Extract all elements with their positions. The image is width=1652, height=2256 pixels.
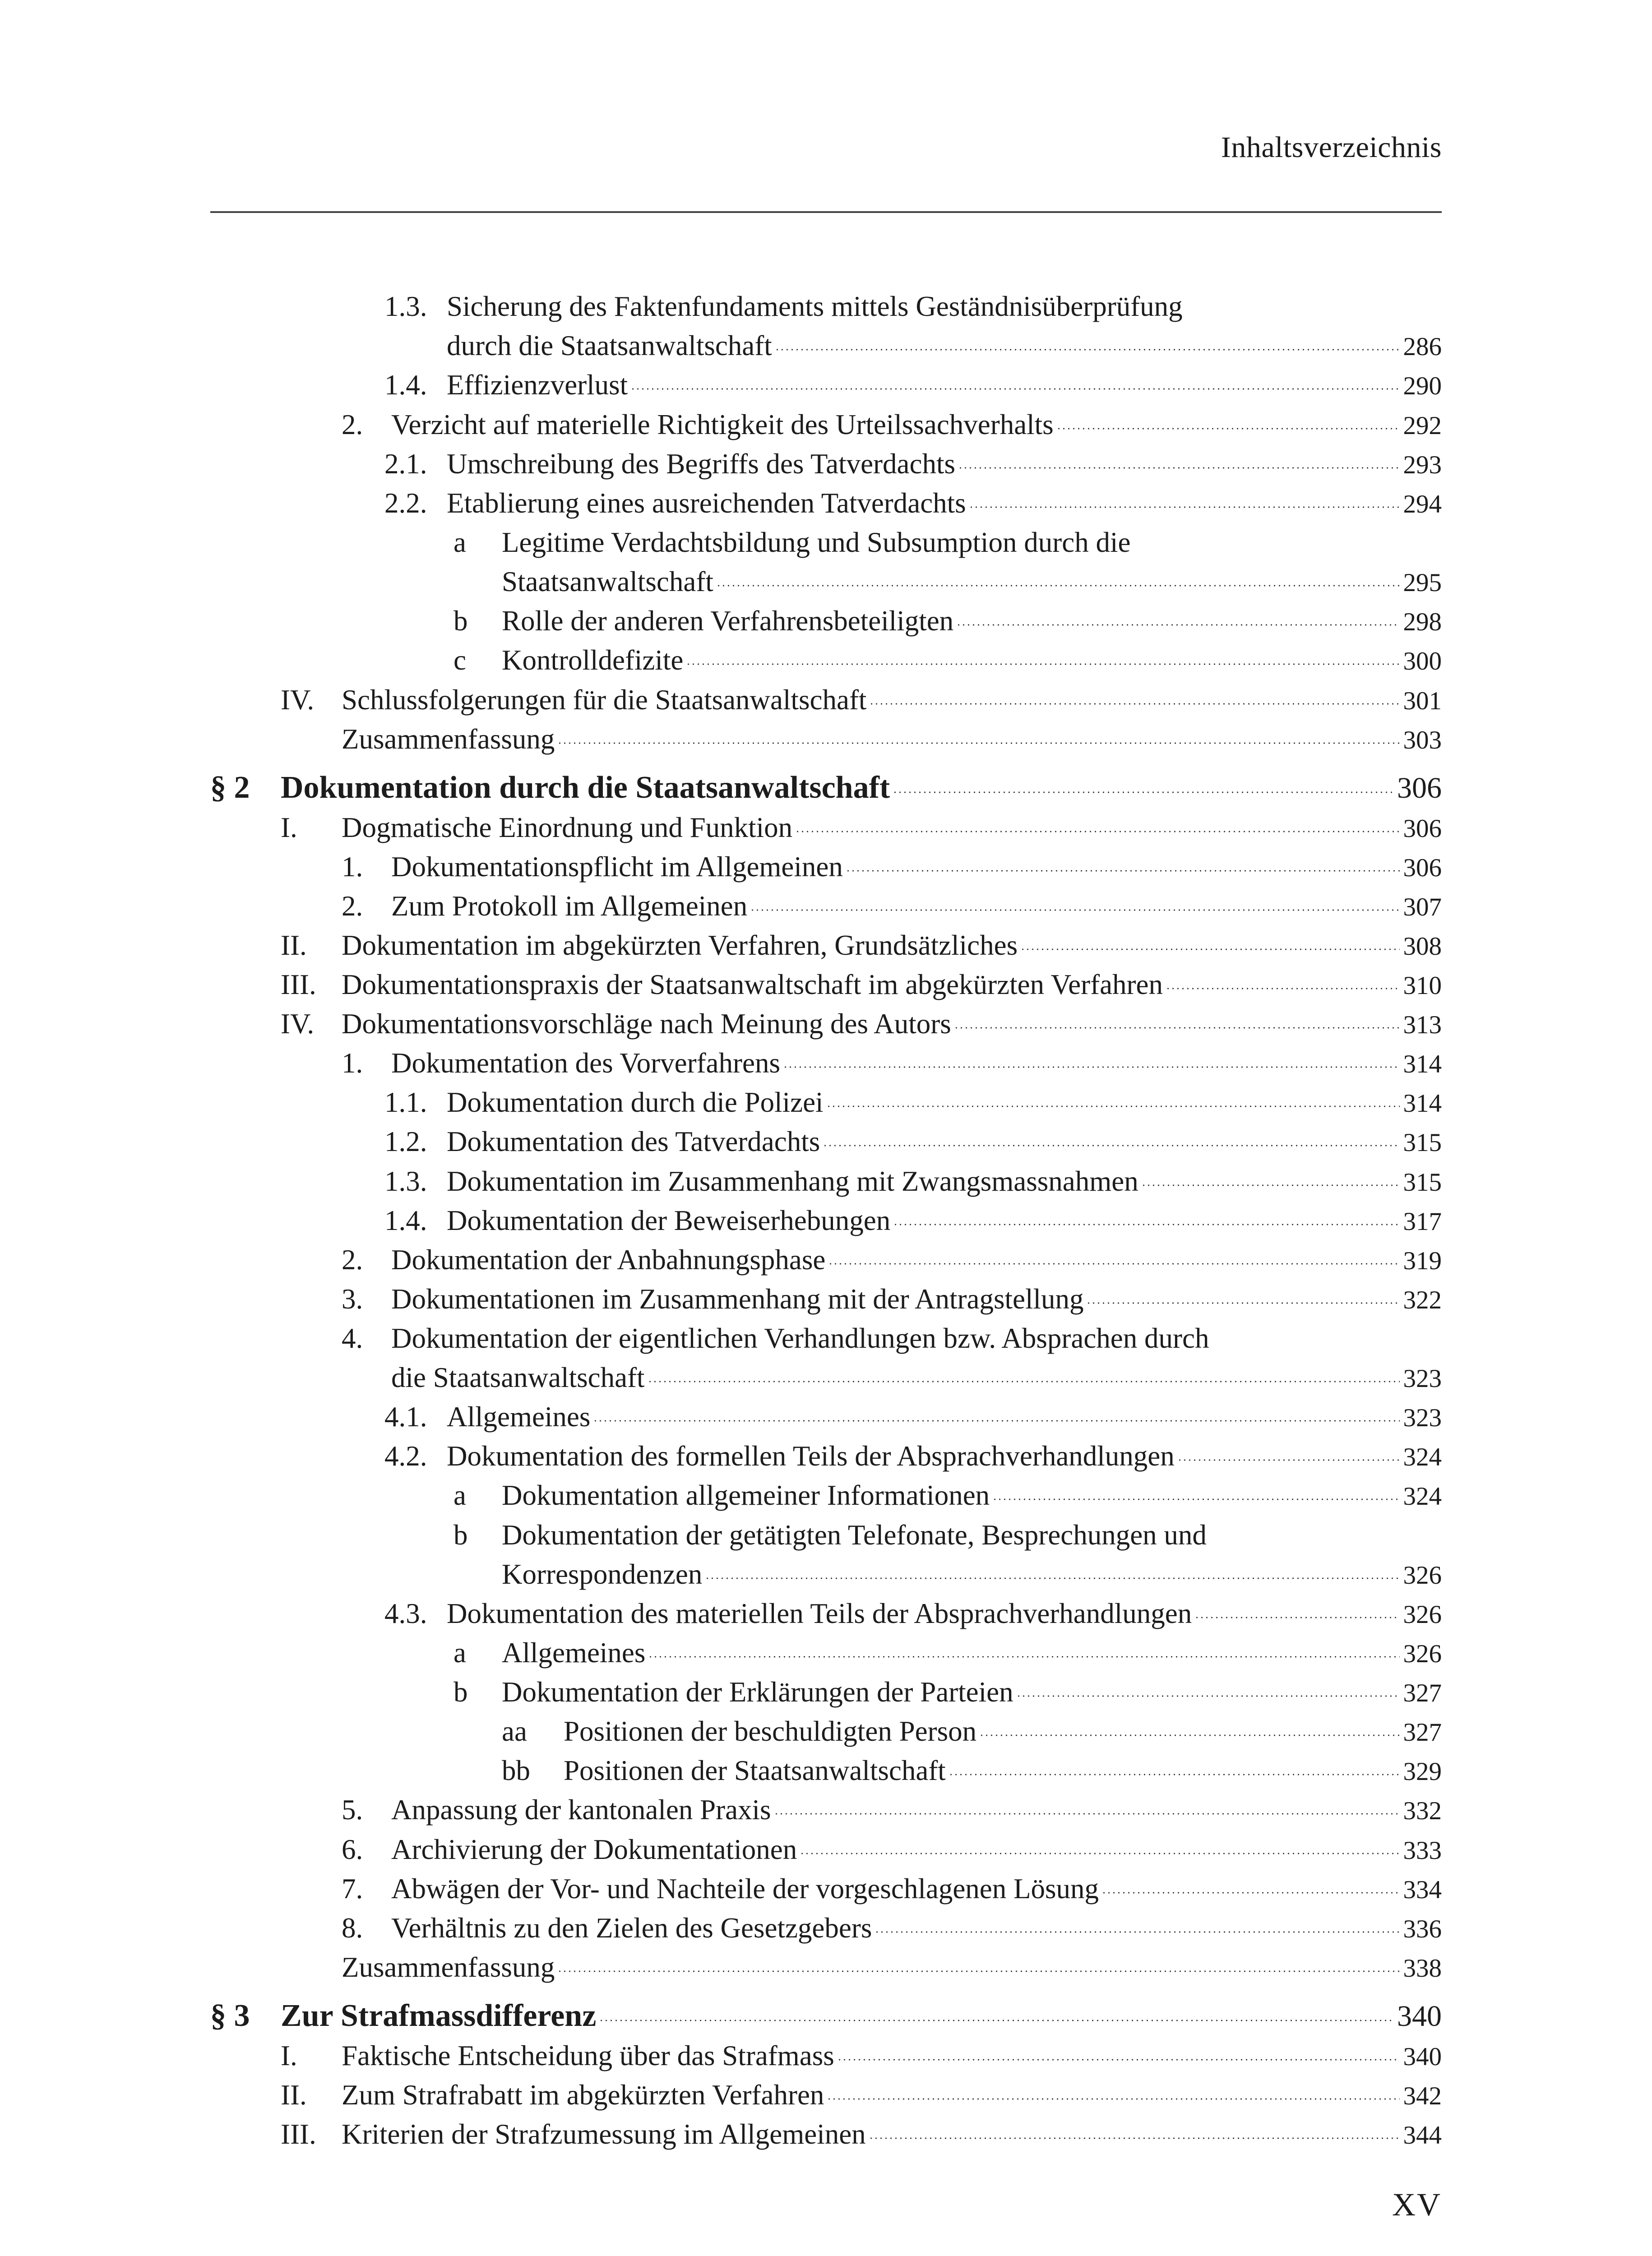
toc-entry-title: Legitime Verdachtsbildung und Subsumption durch die [502,527,1131,558]
toc-dot-leader [599,1999,1393,2026]
toc-dot-leader [958,446,1400,473]
toc-page-number: 306 [1397,772,1442,804]
toc-entry [342,849,1442,885]
toc-entry-number: 5. [342,1794,363,1826]
toc-entry-title: Kontrolldefizite [502,644,684,676]
toc-entry-number: 4. [342,1322,363,1354]
toc-entry-title: Dokumentation der Anbahnungsphase [391,1244,826,1276]
toc-entry-title: Positionen der Staatsanwaltschaft [564,1755,946,1786]
toc-dot-leader [828,1242,1399,1269]
toc-entry-number: a [453,1637,466,1669]
toc-entry [281,1006,1442,1042]
toc-entry [342,1792,1442,1828]
toc-entry [453,642,1442,678]
toc-dot-leader [783,1045,1400,1073]
toc-entry-number: c [453,644,466,676]
toc-entry-title: Archivierung der Dokumentationen [391,1834,797,1865]
toc-entry-title: Dokumentation der getätigten Telefonate, Besprechungen und [502,1519,1207,1551]
toc-entry [384,1163,1442,1199]
toc-entry-title: Dokumentation durch die Staatsanwaltschaft [281,770,890,805]
toc-entry-number: III. [281,2118,316,2150]
toc-entry [342,1320,1442,1356]
toc-entry [384,367,1442,403]
toc-entry-title: Verzicht auf materielle Richtigkeit des Urteilssachverhalts [391,409,1054,440]
toc-entry-number: 1. [342,851,363,883]
toc-dot-leader [1177,1438,1400,1465]
toc-page-number: 293 [1403,451,1442,479]
toc-dot-leader [557,1950,1399,1977]
toc-entry [281,682,1442,718]
toc-entry-title: durch die Staatsanwaltschaft [447,330,772,361]
toc-entry-number: bb [502,1755,530,1786]
toc-dot-leader [846,849,1400,876]
toc-entry-title: Dogmatische Einordnung und Funktion [342,812,793,843]
toc-entry-number: I. [281,812,297,843]
toc-entry-title: Korrespondenzen [502,1558,703,1590]
toc-entry [342,1910,1442,1946]
toc-chapter-entry [210,770,1442,806]
toc-dot-leader [992,1478,1399,1505]
toc-page-number: 324 [1403,1482,1442,1511]
toc-page-number: 326 [1403,1600,1442,1629]
toc-dot-leader [775,328,1400,355]
toc-dot-leader [705,1557,1399,1584]
toc-entry-number: II. [281,929,307,961]
toc-page-number: 286 [1403,333,1442,361]
toc-chapter-entry [210,1998,1442,2034]
toc-entry [342,1281,1442,1317]
toc-entry-title: Zusammenfassung [342,1951,555,1983]
toc-dot-leader [1141,1164,1400,1191]
toc-entry-number: 6. [342,1834,363,1865]
toc-page-number: 306 [1403,814,1442,843]
toc-entry-title: Zusammenfassung [342,723,555,755]
toc-entry-number: 2. [342,409,363,440]
toc-dot-leader [686,643,1399,670]
toc-entry [384,485,1442,521]
toc-entry-title: Dokumentation der eigentlichen Verhandlungen bzw. Absprachen durch [391,1322,1209,1354]
toc-page-number: 300 [1403,647,1442,675]
toc-entry-title: Staatsanwaltschaft [502,566,713,597]
toc-dot-leader [648,1360,1400,1387]
toc-entry [281,809,1442,846]
toc-entry [384,288,1442,324]
toc-page-number: 323 [1403,1404,1442,1432]
toc-entry-number: 1.1. [384,1086,427,1118]
toc-entry-number: b [453,1519,468,1551]
toc-entry [453,1477,1442,1513]
toc-entry-number: 4.3. [384,1598,427,1629]
toc-entry [384,1084,1442,1120]
toc-entry-title: Dokumentation durch die Polizei [447,1086,824,1118]
toc-entry-title: Positionen der beschuldigten Person [564,1715,977,1747]
toc-entry-number: a [453,527,466,558]
toc-dot-leader [826,1085,1400,1112]
toc-dot-leader [557,721,1399,749]
toc-page-number: 327 [1403,1679,1442,1707]
toc-entry [342,1045,1442,1081]
toc-entry-title: Dokumentationsvorschläge nach Meinung des Autors [342,1008,951,1040]
toc-entry-number: b [453,605,468,637]
toc-entry-title: Dokumentation der Erklärungen der Parteien [502,1676,1013,1708]
toc-page-number: 324 [1403,1443,1442,1471]
toc-entry-number: b [453,1676,468,1708]
toc-dot-leader [648,1635,1399,1662]
toc-entry-title: Rolle der anderen Verfahrensbeteiligten [502,605,954,637]
toc-page-number: 344 [1403,2121,1442,2150]
toc-entry-number: 1. [342,1047,363,1079]
toc-page-number: 290 [1403,372,1442,400]
toc-entry [453,1674,1442,1710]
toc-page-number: 314 [1403,1089,1442,1118]
toc-page-number: 333 [1403,1836,1442,1865]
toc-page-number: 338 [1403,1954,1442,1983]
toc-entry-title: Dokumentation des materiellen Teils der Absprachverhandlungen [447,1598,1192,1629]
toc-dot-leader [1056,407,1400,434]
toc-entry [342,407,1442,443]
toc-entry-number: 4.2. [384,1440,427,1472]
toc-dot-leader [893,1203,1399,1230]
toc-entry [453,1556,1442,1592]
toc-entry-title: Dokumentation des Vorverfahrens [391,1047,780,1079]
toc-page-number: 307 [1403,893,1442,921]
toc-entry-title: Sicherung des Faktenfundaments mittels Geständnisüberprüfung [447,291,1183,322]
toc-entry-title: Allgemeines [502,1637,646,1669]
toc-entry-title: Dokumentationspraxis der Staatsanwaltschaft im abgekürzten Verfahren [342,969,1163,1000]
toc-dot-leader [1194,1596,1399,1623]
toc-entry [384,446,1442,482]
toc-page-number: 301 [1403,687,1442,715]
toc-entry-title: Zum Strafrabatt im abgekürzten Verfahren [342,2079,824,2111]
toc-page-number: 306 [1403,854,1442,882]
toc-entry-title: Kriterien der Strafzumessung im Allgemeinen [342,2118,866,2150]
toc-page-number: 295 [1403,569,1442,597]
toc-page-number: 326 [1403,1640,1442,1668]
toc-dot-leader [593,1399,1399,1426]
toc-entry-title: Umschreibung des Begriffs des Tatverdachts [447,448,955,480]
toc-page-number: 340 [1397,2000,1442,2033]
toc-entry-title: die Staatsanwaltschaft [391,1362,645,1393]
toc-entry [384,328,1442,364]
toc-dot-leader [1101,1871,1399,1898]
toc-entry-number: 1.3. [384,291,427,322]
toc-entry [281,1949,1442,1985]
toc-entry-title: Etablierung eines ausreichenden Tatverdachts [447,487,966,519]
page-number: XV [1392,2187,1442,2223]
toc-entry-title: Anpassung der kantonalen Praxis [391,1794,771,1826]
toc-page-number: 342 [1403,2082,1442,2110]
toc-entry [342,1242,1442,1278]
toc-entry [281,2116,1442,2152]
toc-dot-leader [750,888,1399,915]
toc-dot-leader [630,367,1399,394]
toc-entry-title: Zur Strafmassdifferenz [281,1998,597,2033]
toc-entry-number: 1.2. [384,1126,427,1157]
toc-dot-leader [823,1124,1399,1151]
toc-dot-leader [949,1753,1400,1780]
toc-entry [281,966,1442,1003]
toc-entry [384,1438,1442,1474]
toc-entry-number: 3. [342,1283,363,1315]
toc-entry-number: 2. [342,890,363,922]
toc-entry-number: aa [502,1715,527,1747]
toc-entry-title: Dokumentation der Beweiserhebungen [447,1205,891,1236]
toc-dot-leader [837,2038,1400,2065]
toc-page-number: 315 [1403,1168,1442,1197]
toc-entry-number: IV. [281,1008,315,1040]
toc-entry-number: 7. [342,1873,363,1905]
toc-dot-leader [827,2077,1399,2104]
toc-entry [342,1871,1442,1907]
toc-dot-leader [774,1792,1400,1819]
toc-page-number: 314 [1403,1050,1442,1078]
toc-entry [453,1635,1442,1671]
toc-dot-leader [875,1910,1399,1937]
toc-dot-leader [716,564,1400,591]
toc-entry-number: 1.3. [384,1165,427,1197]
toc-entry-number: I. [281,2040,297,2071]
toc-entry [281,721,1442,757]
toc-entry-title: Dokumentationen im Zusammenhang mit der Antragstellung [391,1283,1084,1315]
toc-entry-number: 2. [342,1244,363,1276]
toc-entry-number: III. [281,969,316,1000]
toc-entry [342,1831,1442,1868]
toc-entry-title: Verhältnis zu den Zielen des Gesetzgebers [391,1912,872,1944]
toc-entry-title: Effizienzverlust [447,369,628,401]
toc-page-number: 313 [1403,1011,1442,1039]
toc-entry-title: Allgemeines [447,1401,591,1433]
toc-page-number: 315 [1403,1128,1442,1157]
toc-entry-title: Faktische Entscheidung über das Strafmass [342,2040,834,2071]
toc-page-number: 310 [1403,971,1442,1000]
toc-entry-number: 2.1. [384,448,427,480]
toc-entry [384,1123,1442,1160]
toc-entry-number: 2.2. [384,487,427,519]
toc-page-number: 292 [1403,411,1442,440]
toc-dot-leader [969,485,1400,513]
toc-page-number: 317 [1403,1207,1442,1236]
toc-dot-leader [1020,928,1399,955]
toc-page-number: 332 [1403,1797,1442,1825]
toc-entry [384,1399,1442,1435]
toc-entry-number: 4.1. [384,1401,427,1433]
toc-entry-number: § 2 [210,770,250,805]
toc-dot-leader [1166,967,1400,994]
toc-entry-number: 8. [342,1912,363,1944]
toc-dot-leader [869,2117,1400,2144]
toc-page-number: 327 [1403,1718,1442,1747]
toc-entry-title: Schlussfolgerungen für die Staatsanwaltschaft [342,684,867,716]
toc-page-number: 322 [1403,1286,1442,1314]
toc-entry-title: Dokumentation des Tatverdachts [447,1126,820,1157]
toc-entry-title: Dokumentation allgemeiner Informationen [502,1479,990,1511]
toc-entry-title: Dokumentationspflicht im Allgemeinen [391,851,843,883]
running-head: Inhaltsverzeichnis [1221,131,1442,164]
toc-page-number: 294 [1403,490,1442,518]
toc-entry [453,524,1442,560]
toc-entry [502,1752,1442,1789]
toc-dot-leader [795,810,1399,837]
toc-page-number: 336 [1403,1915,1442,1943]
toc-entry [281,927,1442,963]
toc-entry-number: 1.4. [384,369,427,401]
toc-entry [342,888,1442,924]
toc-dot-leader [893,771,1393,798]
toc-dot-leader [1016,1674,1400,1701]
toc-entry-title: Zum Protokoll im Allgemeinen [391,890,748,922]
toc-page-number: 334 [1403,1876,1442,1904]
toc-entry-number: a [453,1479,466,1511]
toc-page-number: 308 [1403,932,1442,961]
toc-entry-number: IV. [281,684,315,716]
toc-entry-title: Dokumentation im Zusammenhang mit Zwangsmassnahmen [447,1165,1138,1197]
toc-page-number: 319 [1403,1247,1442,1275]
toc-page-number: 340 [1403,2043,1442,2071]
toc-entry-number: 1.4. [384,1205,427,1236]
toc-entry [453,603,1442,639]
toc-entry [384,1202,1442,1239]
toc-dot-leader [869,682,1399,709]
toc-page-number: 323 [1403,1364,1442,1393]
toc-entry [384,1595,1442,1632]
toc-page-number: 303 [1403,726,1442,754]
toc-entry [281,2077,1442,2113]
toc-entry-title: Dokumentation des formellen Teils der Absprachverhandlungen [447,1440,1175,1472]
toc-entry [502,1713,1442,1749]
toc-entry [453,1517,1442,1553]
toc-entry-number: II. [281,2079,307,2111]
toc-dot-leader [954,1006,1400,1033]
toc-entry-title: Dokumentation im abgekürzten Verfahren, Grundsätzliches [342,929,1018,961]
toc-dot-leader [979,1714,1399,1741]
toc-dot-leader [800,1832,1399,1859]
toc-dot-leader [956,603,1399,630]
toc-entry [281,2038,1442,2074]
toc-page-number: 298 [1403,608,1442,636]
toc-entry [453,564,1442,600]
toc-entry [342,1359,1442,1396]
toc-entry-title: Abwägen der Vor- und Nachteile der vorgeschlagenen Lösung [391,1873,1099,1905]
toc-page-number: 329 [1403,1757,1442,1786]
toc-dot-leader [1086,1281,1399,1308]
toc-entry-number: § 3 [210,1998,250,2033]
toc-page-number: 326 [1403,1561,1442,1590]
